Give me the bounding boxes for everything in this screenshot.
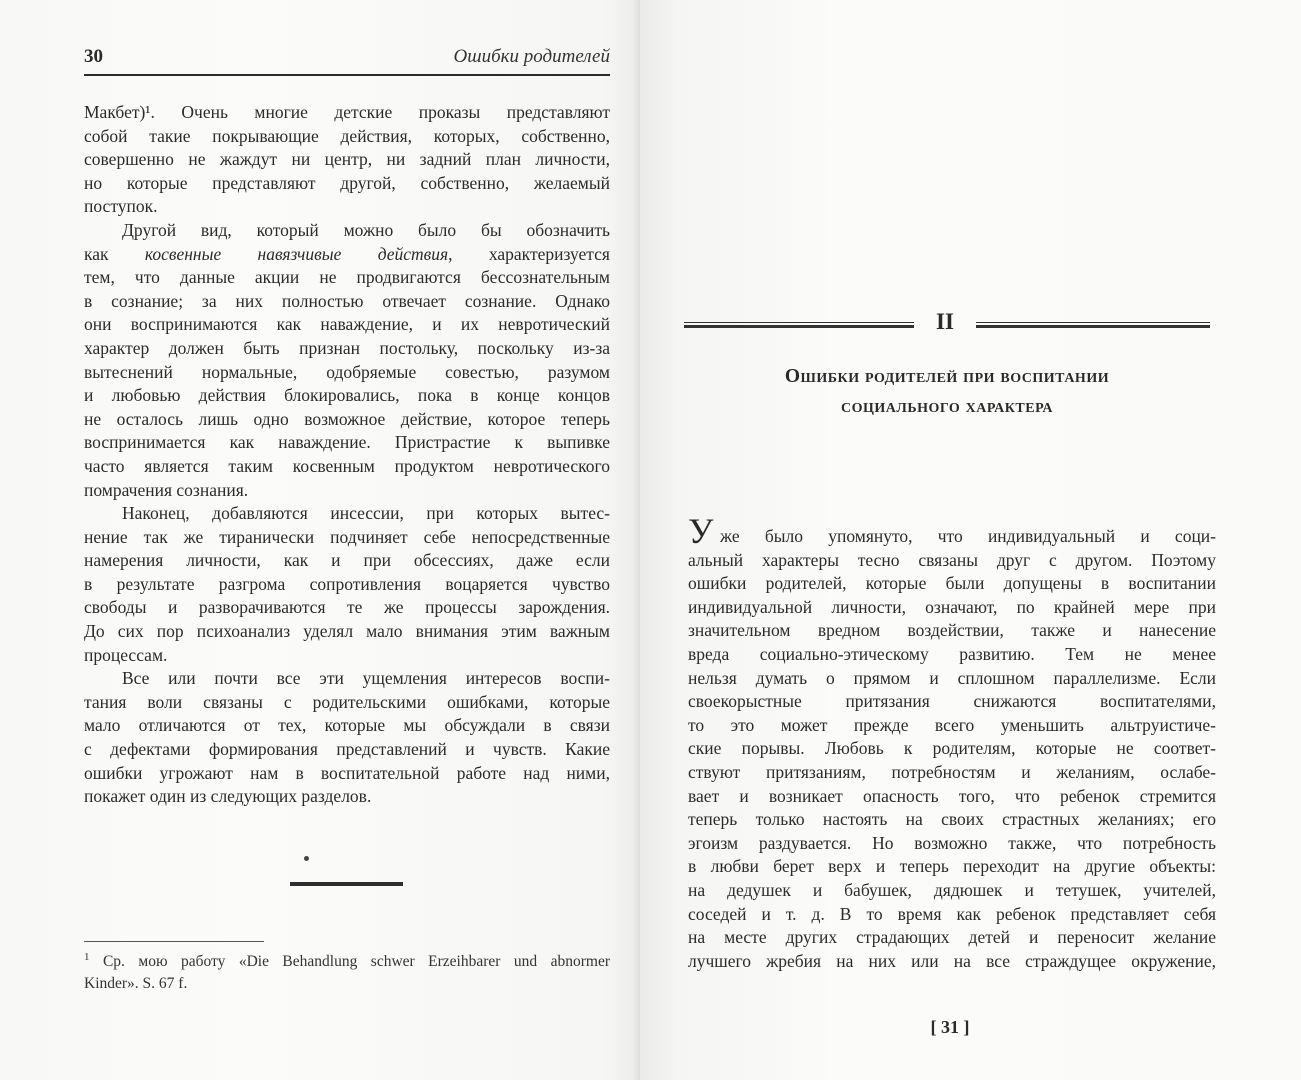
text-line-with-emphasis: [84, 243, 610, 267]
text-line: Наконец, добавляются инсессии, при которых вытес-: [122, 503, 610, 524]
text-line: Все или почти все эти ущемления интересов воспи-: [122, 668, 610, 689]
chapter-rule-right: [976, 322, 1210, 328]
chapter-numeral: II: [936, 309, 954, 334]
text-line: в результате разгрома сопротивления воцаряется чувство: [84, 573, 610, 594]
text-line: Макбет)¹. Очень многие детские проказы представляют: [84, 102, 610, 122]
text-line: они воспринимаются как наваждение, и их невротический: [84, 314, 610, 335]
running-title: Ошибки родителей: [453, 46, 610, 67]
text-line: но которые представляют другой, собственно, желаемый: [84, 172, 610, 193]
line-text: , характеризуется: [448, 243, 610, 264]
text-line: в любви берет верх и теперь переходит на другие объекты:: [688, 856, 1216, 877]
text-line: часто является таким косвенным продуктом невротического: [84, 455, 610, 476]
footnote-rule: [84, 941, 264, 942]
text-line: совершенно не жаждут ни центр, ни задний план личности,: [84, 149, 610, 170]
text-line: то это может прежде всего уменьшить альтруистиче-: [688, 714, 1216, 735]
text-line: мало отличаются от тех, которые мы обсуждали в связи: [84, 715, 610, 736]
text-line: покажет один из следующих разделов.: [84, 786, 372, 807]
text-line: индивидуальной личности, означают, по крайней мере при: [688, 596, 1216, 617]
section-end-dot: [304, 856, 309, 861]
right-page-number: [ 31 ]: [930, 1017, 970, 1037]
footnote-text: Ср. мою работу «Die Behandlung schwer Erzeihbarer und abnormer: [89, 953, 610, 970]
text-line: поступок.: [84, 196, 158, 217]
text-line: помрачения сознания.: [84, 479, 249, 500]
footnote-marker: 1: [84, 951, 90, 963]
text-line: собой такие покрывающие действия, которых, собственно,: [84, 125, 610, 146]
text-line: ские порывы. Любовь к родителям, которые не соответ-: [688, 738, 1216, 759]
header-rule: [84, 74, 610, 76]
text-line: своекорыстные притязания снижаются воспитателями,: [688, 691, 1216, 712]
line-text: как: [84, 243, 145, 264]
text-line: ошибки родителей, которые были допущены в воспитании: [688, 573, 1216, 594]
text-line: воспринимается как наваждение. Пристрастие к выпивке: [84, 432, 610, 453]
text-line: значительном вредном воздействии, также и нанесение: [688, 620, 1216, 641]
footnote-line: [84, 951, 610, 973]
text-line: процессам.: [84, 644, 168, 665]
italic-term: косвенные навязчивые действия: [144, 243, 449, 264]
text-line: свободы и разворачиваются те же процессы зарождения.: [84, 597, 610, 618]
text-line: на дедушек и бабушек, дядюшек и тетушек, учителей,: [688, 879, 1216, 900]
chapter-rule-left: [684, 322, 914, 328]
text-line: не осталось лишь одно возможное действие, которое теперь: [84, 408, 610, 429]
drop-cap: У: [688, 511, 714, 551]
footnote-line: Kinder». S. 67 f.: [84, 975, 188, 992]
text-line: же было упомянуто, что индивидуальный и соци-: [720, 526, 1216, 546]
running-head: [84, 44, 610, 74]
text-line: ствуют притязаниям, потребностям и желаниям, ослабе-: [688, 761, 1216, 782]
chapter-title-line: социального характера: [841, 396, 1053, 417]
right-body-text: [688, 511, 1216, 973]
text-line: До сих пор психоанализ уделял мало внимания этим важным: [84, 621, 610, 642]
text-line: вает и возникает опасность того, что ребенок стремится: [688, 785, 1216, 806]
text-line: ошибки угрожают нам в воспитательной работе над ними,: [84, 762, 610, 783]
footnote: [84, 951, 610, 995]
text-line: тания воли связаны с родительскими ошибками, которые: [84, 691, 610, 712]
text-line: тем, что данные акции не продвигаются бессознательным: [84, 267, 610, 288]
text-line: на месте других страдающих детей и переносит желание: [688, 927, 1216, 948]
text-line: вреда социально-этическому развитию. Тем не менее: [688, 643, 1216, 664]
left-page: [0, 0, 640, 1080]
text-line: альный характеры тесно связаны друг с другом. Поэтому: [688, 549, 1216, 570]
text-line: вытеснений нормальные, одобряемые совестью, разумом: [84, 361, 610, 382]
text-line: нение так же тиранически подчиняет себе непосредственные: [84, 526, 610, 547]
text-line: намерения личности, как и при обсессиях, даже если: [84, 550, 610, 571]
text-line: с дефектами формирования представлений и чувств. Какие: [84, 739, 610, 760]
section-end-rule: [290, 882, 403, 886]
text-line: Другой вид, который можно было бы обозначить: [122, 219, 610, 240]
text-line: теперь только настоять на своих страстных желаниях; его: [688, 809, 1216, 830]
text-line: характер должен быть признан постольку, поскольку из-за: [84, 337, 610, 358]
text-line: лучшего жребия на них или на все страждущее окружение,: [688, 950, 1216, 971]
left-page-number: 30: [84, 46, 103, 67]
chapter-title-line: Ошибки родителей при воспитании: [784, 366, 1110, 387]
chapter-title: [700, 362, 1194, 422]
text-line: эгоизм раздувается. Но возможно также, что потребность: [688, 832, 1216, 853]
text-line: соседей и т. д. В то время как ребенок представляет себя: [688, 903, 1216, 924]
text-line: нельзя думать о прямом и сплошном параллелизме. Если: [688, 667, 1216, 688]
text-line: в сознание; за них полностью отвечает сознание. Однако: [84, 290, 610, 311]
left-body-text: [84, 101, 610, 809]
text-line: и любовью действия блокировались, пока в конце концов: [84, 385, 610, 406]
